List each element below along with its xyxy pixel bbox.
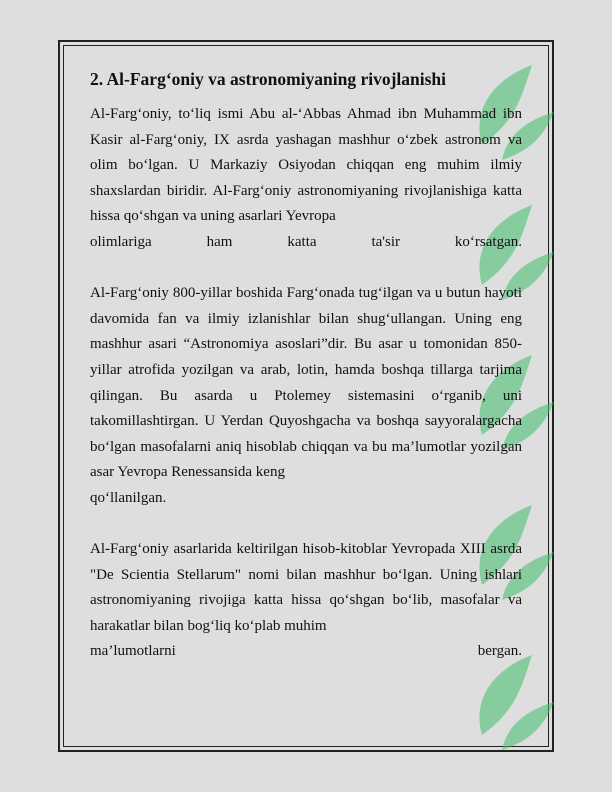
paragraph-spacer <box>90 512 522 538</box>
section-heading: 2. Al-Farg‘oniy va astronomiyaning rivojlanishi <box>90 69 447 89</box>
paragraph-3: Al-Farg‘oniy asarlarida keltirilgan hisob-kitoblar Yevropada XIII asrda "De Scientia Stellarum" nomi bilan mashhur bo‘lgan. Uning ishlari astronomiyaning rivojiga katta hissa qo‘shgan bo‘lib, masofalar va harakatlar bilan bog‘liq ko‘plab muhim <box>90 541 522 634</box>
paragraph-1: Al-Farg‘oniy, to‘liq ismi Abu al-‘Abbas Ahmad ibn Muhammad ibn Kasir al-Farg‘oniy, IX asrda yashagan mashhur o‘zbek astronom va olim bo‘lgan. U Markaziy Osiyodan chiqqan eng muhim ilmiy shaxslardan biridir. Al-Farg‘oniy astronomiyaning rivojlanishiga katta hissa qo‘shgan va uning asarlari Yevropa <box>90 106 522 225</box>
paragraph-spacer <box>90 256 522 282</box>
paragraph-2-last-line: qo‘llanilgan. <box>90 489 167 506</box>
paragraph-3-last-line: ma’lumotlarni bergan. <box>90 643 522 660</box>
document-content <box>90 68 522 665</box>
paragraph-2: Al-Farg‘oniy 800-yillar boshida Farg‘onada tug‘ilgan va u butun hayoti davomida fan va ilmiy izlanishlar bilan shug‘ullangan. Uning eng mashhur asari “Astronomiya asoslari”dir. Bu asar u tomonidan 850-yillar atrofida yozilgan va arab, lotin, hamda boshqa tillarga tarjima qilingan. Bu asarda u Ptolemey sistemasini o‘rganib, uni takomillashtirgan. U Yerdan Quyoshgacha va boshqa sayyoralargacha bo‘lgan masofalarni aniq hisoblab chiqqan va bu ma’lumotlar yozilgan asar Yevropa Renessansida keng <box>90 285 522 481</box>
paragraph-1-last-line: olimlariga ham katta ta'sir ko‘rsatgan. <box>90 233 522 250</box>
